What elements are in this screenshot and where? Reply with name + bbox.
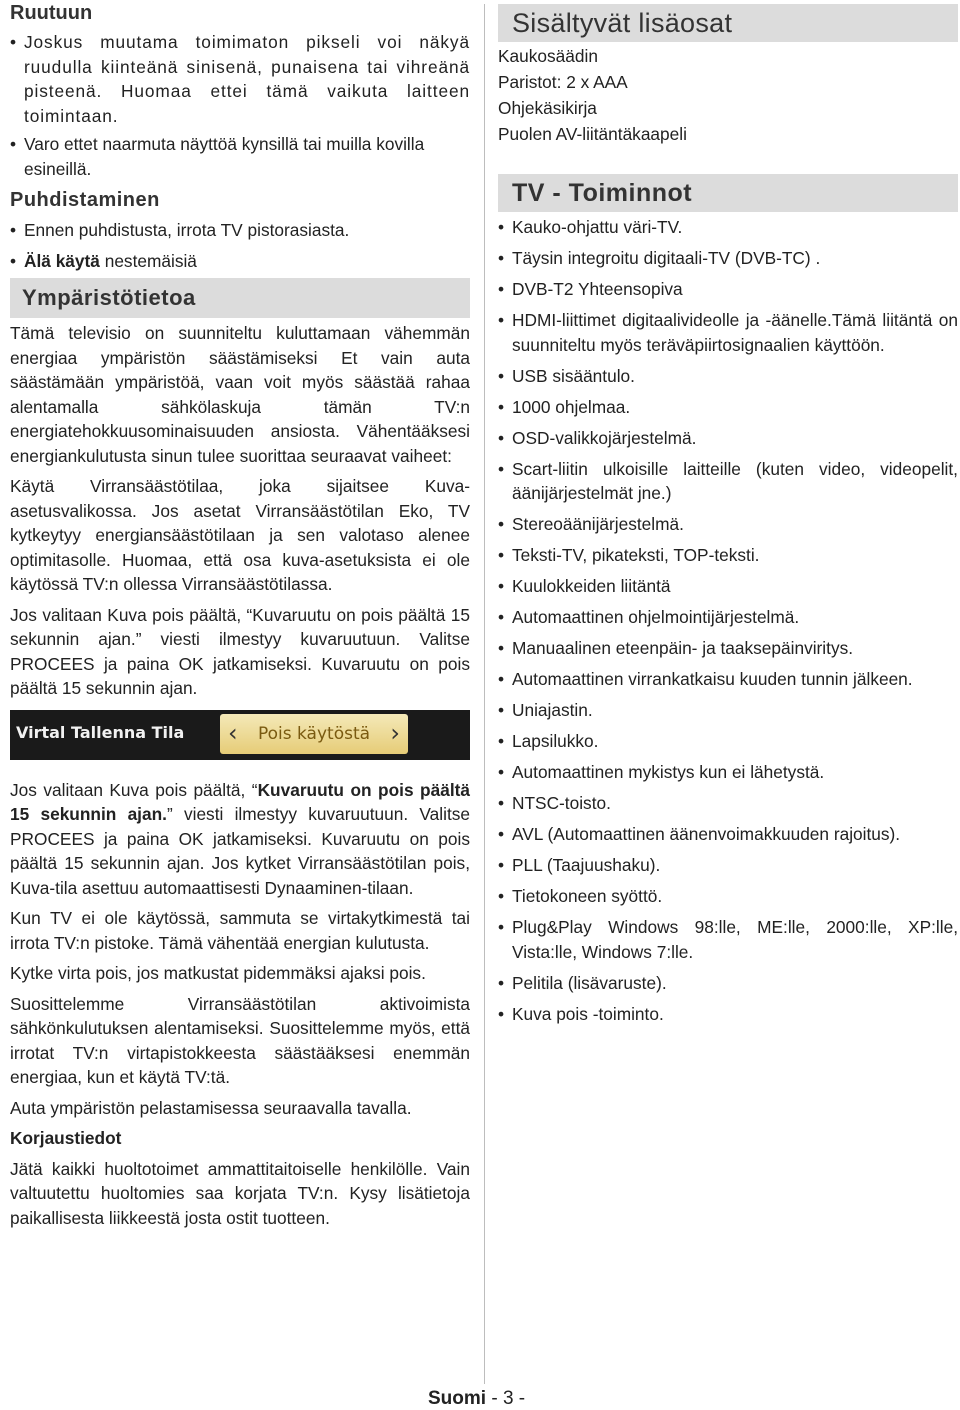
korjaus-heading: Korjaustiedot	[10, 1128, 122, 1148]
lisaosat-list	[498, 43, 958, 147]
list-item: • Lapsilukko.	[498, 729, 958, 754]
list-item: • 1000 ohjelmaa.	[498, 395, 958, 420]
list-item: • Täysin integroitu digitaali-TV (DVB-TC) .	[498, 246, 958, 271]
paragraph-part: Jos valitaan Kuva pois päältä, “	[10, 779, 258, 800]
list-item: Puolen AV-liitäntäkaapeli	[498, 124, 687, 144]
list-item: • Scart-liitin ulkoisille laitteille (kuten video, videopelit, äänijärjestelmät jne.)	[498, 457, 958, 506]
list-item: • OSD-valikkojärjestelmä.	[498, 426, 958, 451]
list-item: • Kauko-ohjattu väri-TV.	[498, 215, 958, 240]
list-item: • Tietokoneen syöttö.	[498, 884, 958, 909]
list-item: • DVB-T2 Yhteensopiva	[498, 277, 958, 302]
list-item: • Stereoäänijärjestelmä.	[498, 512, 958, 537]
list-item: • USB sisääntulo.	[498, 364, 958, 389]
warning-rest: nestemäisiä	[99, 250, 197, 271]
list-item: • Joskus muutama toimimaton pikseli voi näkyä ruudulla kiinteänä sinisenä, punaisena tai vihreänä pisteenä. Huomaa ettei tämä vaikuta laitteen toimintaan.	[10, 30, 470, 128]
list-item: • Plug&Play Windows 98:lle, ME:lle, 2000:lle, XP:lle, Vista:lle, Windows 7:lle.	[498, 915, 958, 964]
toiminnot-heading: TV - Toiminnot	[498, 174, 958, 212]
paragraph-bold: Kuvaruutu on pois päältä 15 sekunnin ajan.	[10, 779, 470, 824]
paragraph-part: ” viesti ilmestyy kuvaruutuun. Valitse PROCEES ja paina OK jatkamiseksi. Kuvaruutu on pois päältä 15 sekunnin ajan. Jos kytket Virransäästötilan pois, Kuva-tila asettuu automaattisesti Dynaaminen-tilaan.	[10, 804, 470, 898]
paragraph: Suosittelemme Virransäästötilan aktivoimista sähkönkulutuksen alentamiseksi. Suosittelemme myös, että irrotat TV:n virtapistokkeesta säästääksesi enemmän energiaa, kun et käytä TV:tä.	[10, 993, 470, 1087]
ruutuun-heading: Ruutuun	[10, 2, 93, 24]
paragraph: Käytä Virransäästötilaa, joka sijaitsee Kuva-asetusvalikossa. Jos asetat Virransäästötilan Eko, TV kytkeytyy energiansäästötilaan ja sen valotaso alenee optimitasolle. Huomaa, että osa kuva-asetuksista ei ole käytössä TV:n ollessa Virransäästötilassa.	[10, 476, 470, 594]
list-item: • Kuva pois -toiminto.	[498, 1002, 958, 1027]
puhdistaminen-heading: Puhdistaminen	[10, 189, 160, 211]
list-item	[10, 249, 470, 274]
paragraph: Tämä televisio on suunniteltu kuluttamaan vähemmän energiaa ympäristön säästämiseksi Et vain auta säästämään ympäristöä, vaan voit myös säästää rahaa alentamalla sähkölaskuja tämän TV:n energiatehokkuusominaisuuden ansiosta. Vähentääksesi energiankulutusta sinun tulee suorittaa seuraavat vaiheet:	[10, 323, 470, 466]
list-item: • Uniajastin.	[498, 698, 958, 723]
page-number: - 3 -	[486, 1388, 526, 1409]
toiminnot-list	[498, 215, 958, 1026]
list-item: • Manuaalinen eteenpäin- ja taaksepäinviritys.	[498, 636, 958, 661]
list-item: • AVL (Automaattinen äänenvoimakkuuden rajoitus).	[498, 822, 958, 847]
list-item: Paristot: 2 x AAA	[498, 72, 628, 92]
osd-selector	[220, 714, 408, 754]
list-item: • NTSC-toisto.	[498, 791, 958, 816]
chevron-left-icon: ‹	[228, 718, 238, 747]
page-footer	[428, 1388, 525, 1410]
list-item: • HDMI-liittimet digitaalivideolle ja -äänelle.Tämä liitäntä on suunniteltu myös teräväpiirtosignaalien käyttöön.	[498, 308, 958, 357]
list-item: • Ennen puhdistusta, irrota TV pistorasiasta.	[10, 218, 470, 243]
paragraph: Auta ympäristön pelastamisessa seuraavalla tavalla.	[10, 1097, 412, 1118]
paragraph: Kun TV ei ole käytössä, sammuta se virtakytkimestä tai irrota TV:n pistoke. Tämä vähentää energian kulutusta.	[10, 908, 470, 953]
osd-label: Virtal Tallenna Tila	[16, 722, 185, 742]
list-item: • Teksti-TV, pikateksti, TOP-teksti.	[498, 543, 958, 568]
puhdistaminen-list	[10, 218, 470, 273]
list-item: • Automaattinen virrankatkaisu kuuden tunnin jälkeen.	[498, 667, 958, 692]
list-item: • Automaattinen ohjelmointijärjestelmä.	[498, 605, 958, 630]
list-item: • Varo ettet naarmuta näyttöä kynsillä tai muilla kovilla esineillä.	[10, 132, 470, 181]
ruutuun-list	[10, 30, 470, 181]
chevron-right-icon: ›	[390, 718, 400, 747]
left-column	[10, 0, 470, 1230]
lisaosat-heading: Sisältyvät lisäosat	[498, 4, 958, 42]
paragraph: Jätä kaikki huoltotoimet ammattitaitoiselle henkilölle. Vain valtuutettu huoltomies saa korjata TV:n. Kysy lisätietoja paikallisesta liikkeestä josta ostit tuotteen.	[10, 1158, 470, 1228]
footer-language: Suomi	[428, 1388, 487, 1409]
list-item: • PLL (Taajuushaku).	[498, 853, 958, 878]
osd-menu-screenshot	[10, 710, 470, 760]
warning-text: Älä käytä	[24, 250, 100, 271]
osd-value: Pois käytöstä	[257, 723, 371, 744]
column-divider	[484, 4, 485, 1384]
paragraph: Kytke virta pois, jos matkustat pidemmäksi ajaksi pois.	[10, 963, 426, 983]
list-item: Ohjekäsikirja	[498, 98, 597, 118]
list-item: Kaukosäädin	[498, 46, 598, 66]
paragraph: Jos valitaan Kuva pois päältä, “Kuvaruutu on pois päältä 15 sekunnin ajan.” viesti ilmestyy kuvaruutuun. Valitse PROCEES ja paina OK jatkamiseksi. Kuvaruutu on pois päältä 15 sekunnin ajan.	[10, 604, 470, 698]
list-item: • Automaattinen mykistys kun ei lähetystä.	[498, 760, 958, 785]
list-item: • Pelitila (lisävaruste).	[498, 971, 958, 996]
ymparisto-heading: Ympäristötietoa	[10, 278, 470, 318]
list-item: • Kuulokkeiden liitäntä	[498, 574, 958, 599]
right-column	[498, 0, 958, 1026]
paragraph	[10, 778, 470, 901]
